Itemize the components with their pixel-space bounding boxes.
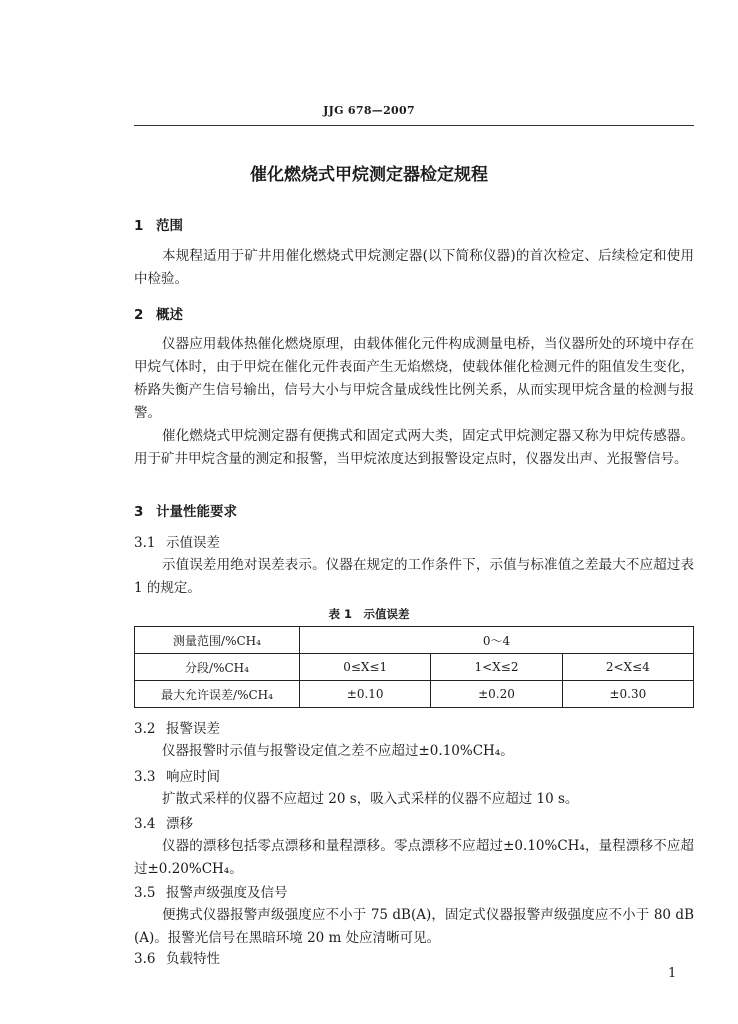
subsection-3-2-paragraph: 仪器报警时示值与报警设定值之差不应超过±0.10%CH₄。 — [162, 743, 514, 759]
table-row — [135, 681, 694, 708]
subsection-number: 3.6 — [134, 951, 156, 967]
table-row — [135, 627, 694, 654]
subsection-3-3-heading — [134, 765, 220, 785]
table-row-label: 最大允许误差/%CH₄ — [135, 681, 300, 708]
subsection-3-2-heading — [134, 717, 220, 737]
table-cell: 0～4 — [300, 627, 694, 654]
table-row-label: 测量范围/%CH₄ — [135, 627, 300, 654]
subsection-number: 3.3 — [134, 769, 156, 785]
running-header: JJG 678—2007 — [323, 104, 415, 117]
subsection-title: 响应时间 — [166, 769, 220, 785]
subsection-title: 报警声级强度及信号 — [166, 885, 288, 901]
subsection-3-6-heading — [134, 947, 220, 967]
section-number: 1 — [134, 218, 144, 234]
section-2-paragraph-2: 催化燃烧式甲烷测定器有便携式和固定式两大类，固定式甲烷测定器又称为甲烷传感器。用于矿井甲烷含量的测定和报警，当甲烷浓度达到报警设定点时，仪器发出声、光报警信号。 — [134, 428, 694, 467]
subsection-title: 报警误差 — [166, 721, 220, 737]
section-number: 3 — [134, 504, 144, 520]
section-2-paragraph-1: 仪器应用载体热催化燃烧原理，由载体催化元件构成测量电桥，当仪器所处的环境中存在甲烷气体时，由于甲烷在催化元件表面产生无焰燃烧，使载体催化检测元件的阻值发生变化，桥路失衡产生信号输出，信号大小与甲烷含量成线性比例关系，从而实现甲烷含量的检测与报警。 — [134, 336, 694, 421]
subsection-title: 示值误差 — [166, 535, 220, 551]
section-title: 范围 — [156, 218, 183, 234]
header-rule — [134, 125, 694, 126]
section-number: 2 — [134, 307, 144, 323]
subsection-number: 3.5 — [134, 885, 156, 901]
table-cell: 0≤X≤1 — [300, 654, 431, 681]
section-2-heading — [134, 303, 183, 323]
section-1-heading — [134, 214, 183, 234]
table-cell: ±0.20 — [431, 681, 562, 708]
subsection-number: 3.4 — [134, 816, 156, 832]
table-row-label: 分段/%CH₄ — [135, 654, 300, 681]
subsection-3-3-paragraph: 扩散式采样的仪器不应超过 20 s，吸入式采样的仪器不应超过 10 s。 — [162, 791, 579, 807]
table-cell: 2<X≤4 — [562, 654, 693, 681]
section-1-paragraph: 本规程适用于矿井用催化燃烧式甲烷测定器(以下简称仪器)的首次检定、后续检定和使用中检验。 — [134, 248, 694, 287]
subsection-3-5-heading — [134, 881, 288, 901]
error-table — [134, 626, 694, 708]
document-title: 催化燃烧式甲烷测定器检定规程 — [250, 165, 488, 185]
table-cell: ±0.30 — [562, 681, 693, 708]
section-title: 概述 — [156, 307, 183, 323]
table-cell: 1<X≤2 — [431, 654, 562, 681]
subsection-3-1-heading — [134, 531, 220, 551]
table-cell: ±0.10 — [300, 681, 431, 708]
table-row — [135, 654, 694, 681]
subsection-3-1-paragraph: 示值误差用绝对误差表示。仪器在规定的工作条件下，示值与标准值之差最大不应超过表 1 的规定。 — [134, 557, 694, 596]
subsection-title: 漂移 — [166, 816, 193, 832]
subsection-3-5-paragraph: 便携式仪器报警声级强度应不小于 75 dB(A)，固定式仪器报警声级强度应不小于 80 dB (A)。报警光信号在黑暗环境 20 m 处应清晰可见。 — [134, 907, 694, 946]
subsection-number: 3.2 — [134, 721, 156, 737]
subsection-3-4-heading — [134, 812, 193, 832]
table-caption: 表 1 示值误差 — [328, 607, 410, 621]
page-number: 1 — [668, 966, 677, 981]
subsection-title: 负载特性 — [166, 951, 220, 967]
subsection-3-4-paragraph: 仪器的漂移包括零点漂移和量程漂移。零点漂移不应超过±0.10%CH₄，量程漂移不应超过±0.20%CH₄。 — [134, 838, 694, 877]
section-title: 计量性能要求 — [156, 504, 237, 520]
section-3-heading — [134, 500, 237, 520]
subsection-number: 3.1 — [134, 535, 156, 551]
